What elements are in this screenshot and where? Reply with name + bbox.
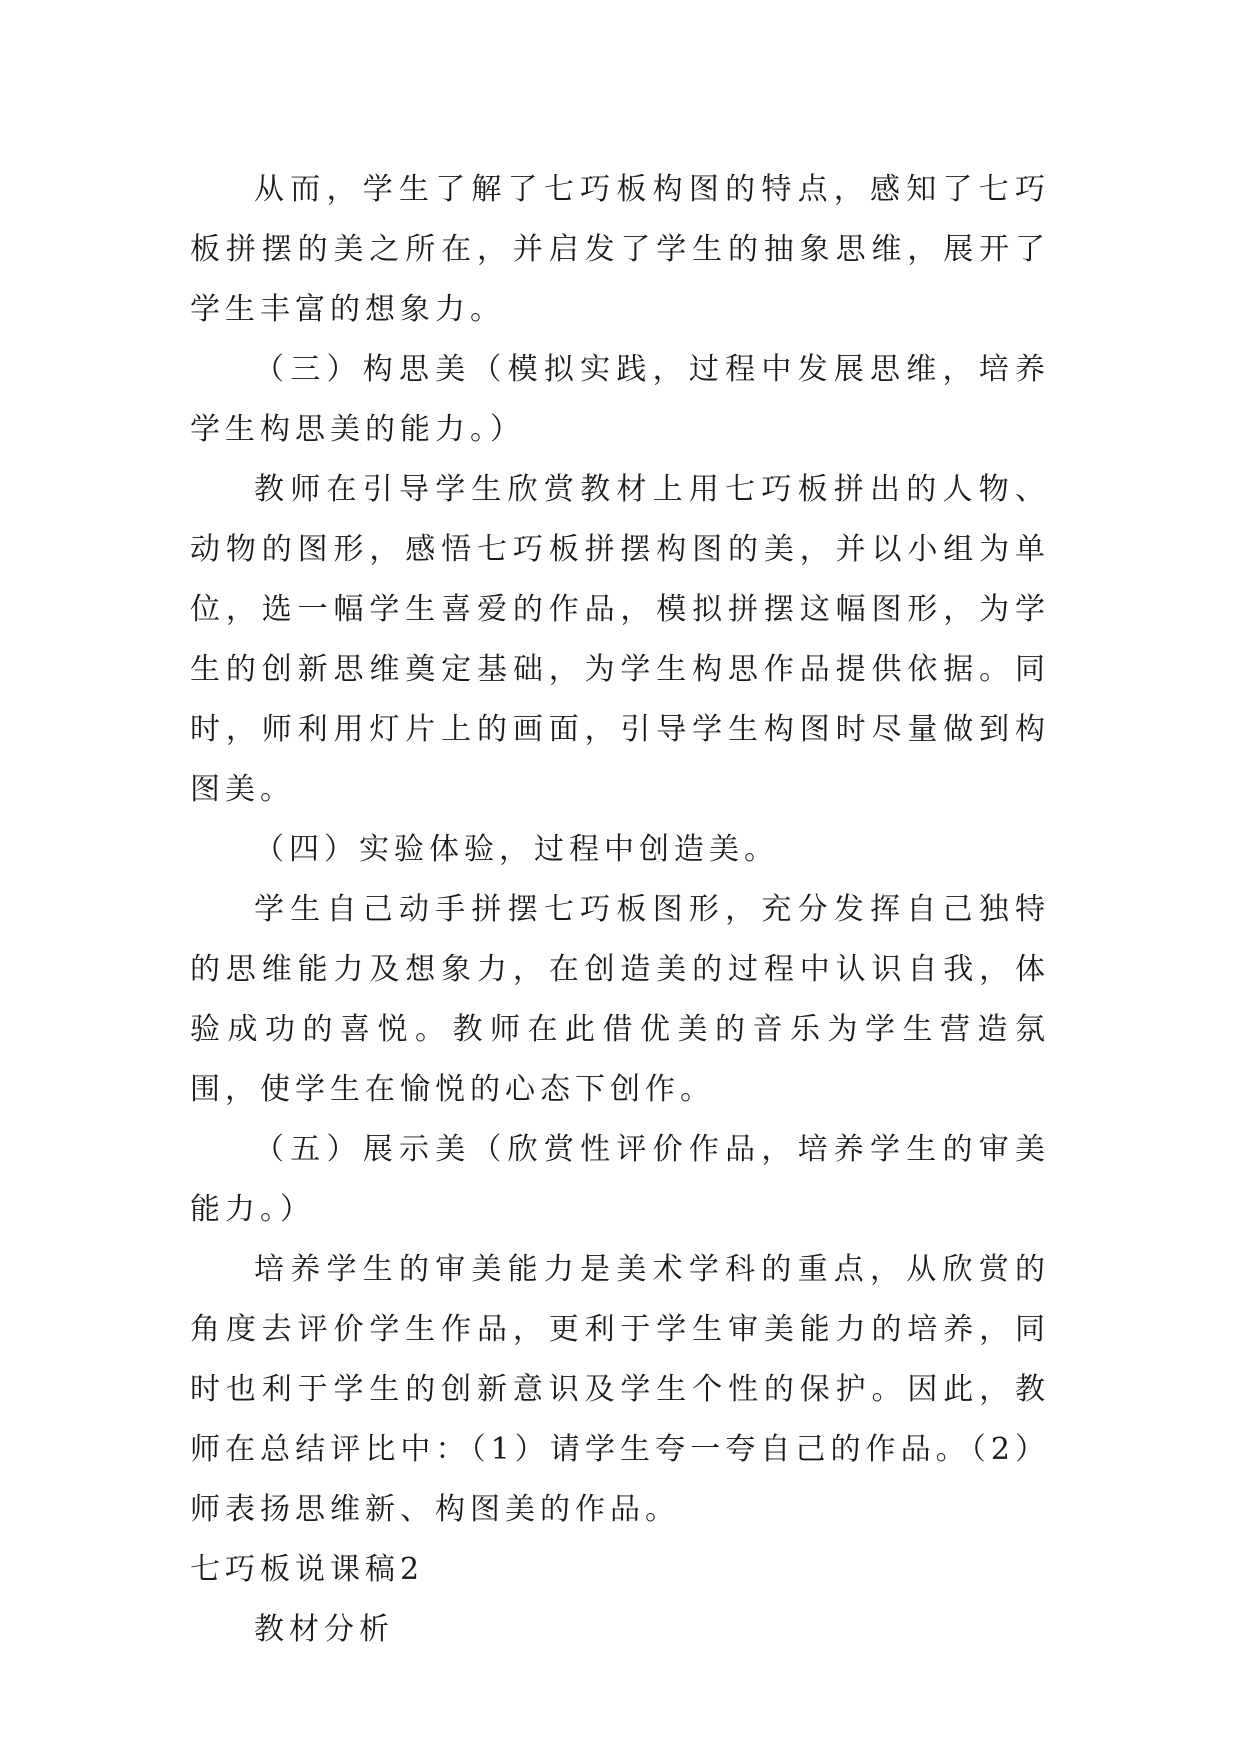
paragraph-section-5: 培养学生的审美能力是美术学科的重点，从欣赏的角度去评价学生作品，更利于学生审美能力的培养，同时也利于学生的创新意识及学生个性的保护。因此，教师在总结评比中：（1）请学生夸一夸自己的作品。（2）师表扬思维新、构图美的作品。	[190, 1252, 1050, 1527]
section-heading-5: （五）展示美（欣赏性评价作品，培养学生的审美能力。）	[190, 1132, 1050, 1227]
document-title-2: 七巧板说课稿2	[190, 1552, 425, 1587]
section-heading-3: （三）构思美（模拟实践，过程中发展思维，培养学生构思美的能力。）	[190, 352, 1050, 447]
subheading-textbook-analysis: 教材分析	[254, 1612, 394, 1647]
document-body	[190, 160, 1050, 1660]
paragraph-section-3: 教师在引导学生欣赏教材上用七巧板拼出的人物、动物的图形，感悟七巧板拼摆构图的美，并以小组为单位，选一幅学生喜爱的作品，模拟拼摆这幅图形，为学生的创新思维奠定基础，为学生构思作品提供依据。同时，师利用灯片上的画面，引导学生构图时尽量做到构图美。	[190, 472, 1050, 807]
paragraph-intro: 从而，学生了解了七巧板构图的特点，感知了七巧板拼摆的美之所在，并启发了学生的抽象思维，展开了学生丰富的想象力。	[190, 172, 1050, 327]
paragraph-section-4: 学生自己动手拼摆七巧板图形，充分发挥自己独特的思维能力及想象力，在创造美的过程中认识自我，体验成功的喜悦。教师在此借优美的音乐为学生营造氛围，使学生在愉悦的心态下创作。	[190, 892, 1050, 1107]
section-heading-4: （四）实验体验，过程中创造美。	[254, 832, 779, 867]
